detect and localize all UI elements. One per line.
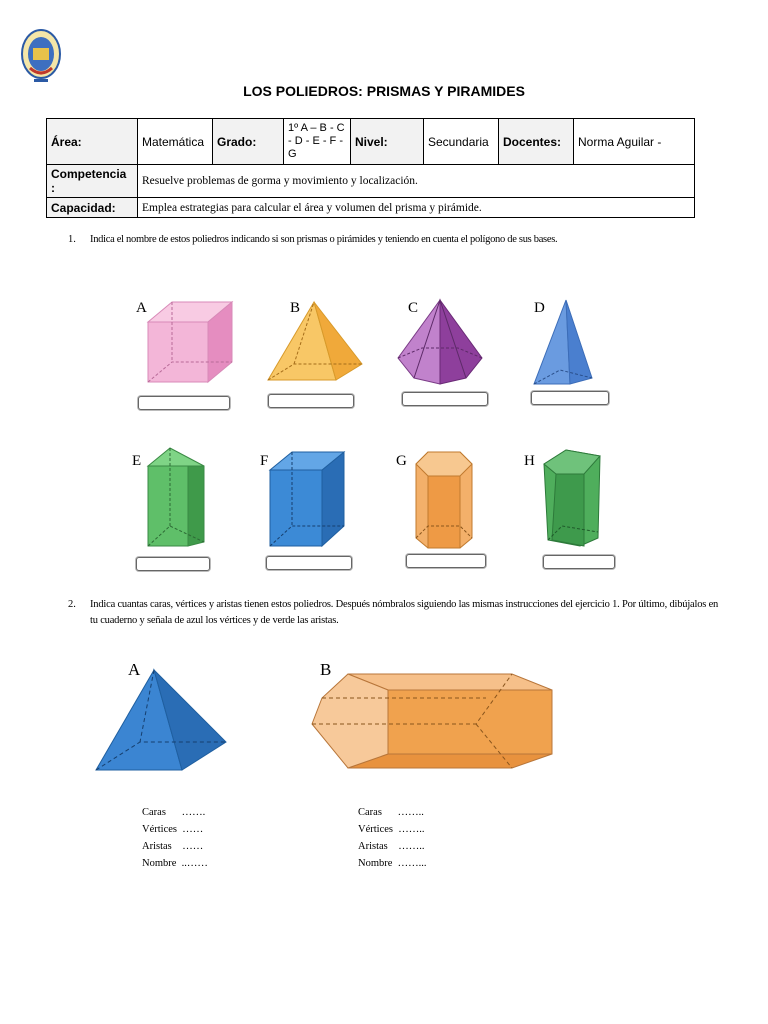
- area-value: Matemática: [138, 119, 213, 165]
- left-faces: Caras …….: [142, 807, 206, 818]
- q2-left-counts: [142, 804, 208, 872]
- q2-shape-a-pyramid: [92, 668, 230, 776]
- shape-label-c: C: [408, 300, 419, 316]
- level-label: Nivel:: [351, 119, 424, 165]
- question-2-text: Indica cuantas caras, vértices y aristas tienen estos poliedros. Después nómbralos siguiendo las mismas instrucciones del ejercicio 1. Por último, dibújalos en tu cuaderno y señala de azul los vértices y de verde las aristas.: [90, 599, 719, 626]
- shape-d-pyramid: [530, 298, 594, 386]
- grade-label: Grado:: [213, 119, 284, 165]
- answer-box-h[interactable]: [543, 555, 615, 569]
- answer-box-b[interactable]: [268, 394, 354, 408]
- page-title: LOS POLIEDROS: PRISMAS Y PIRAMIDES: [243, 83, 525, 99]
- question-1-text: Indica el nombre de estos poliedros indicando si son prismas o pirámides y teniendo en cuenta el polígono de sus bases.: [90, 234, 558, 245]
- shape-a-cube: [140, 296, 240, 388]
- answer-box-d[interactable]: [531, 391, 609, 405]
- capacity-value: Emplea estrategias para calcular el área y volumen del prisma y pirámide.: [138, 198, 695, 218]
- shape-c-pyramid: [396, 298, 484, 386]
- shape-g-prism: [412, 448, 476, 550]
- shape-label-e: E: [132, 453, 142, 469]
- right-name: Nombre ……...: [358, 858, 427, 869]
- shape-label-f: F: [260, 453, 269, 469]
- right-edges: Aristas ……..: [358, 841, 425, 852]
- answer-box-f[interactable]: [266, 556, 352, 570]
- level-value: Secundaria: [424, 119, 499, 165]
- question-1-number: 1.: [68, 234, 76, 245]
- school-logo: [20, 28, 62, 84]
- question-2-number: 2.: [68, 599, 76, 610]
- answer-box-c[interactable]: [402, 392, 488, 406]
- shape-e-prism: [144, 446, 208, 548]
- shape-label-d: D: [534, 300, 545, 316]
- right-faces: Caras ……..: [358, 807, 424, 818]
- teachers-label: Docentes:: [499, 119, 574, 165]
- shape-f-prism: [268, 450, 348, 548]
- shape-b-pyramid: [266, 300, 366, 386]
- right-vertices: Vértices ……..: [358, 824, 425, 835]
- left-edges: Aristas ……: [142, 841, 204, 852]
- answer-box-a[interactable]: [138, 396, 230, 410]
- q2-shape-label-b: B: [320, 660, 332, 679]
- q2-shape-b-prism: [308, 668, 556, 772]
- shape-label-a: A: [136, 300, 147, 316]
- shape-h-prism: [540, 448, 604, 548]
- teachers-value: Norma Aguilar -: [574, 119, 695, 165]
- q2-right-counts: [358, 804, 427, 872]
- shape-label-b: B: [290, 300, 301, 316]
- answer-box-e[interactable]: [136, 557, 210, 571]
- q2-shape-label-a: A: [128, 660, 141, 679]
- answer-box-g[interactable]: [406, 554, 486, 568]
- shape-label-h: H: [524, 453, 535, 469]
- grade-value: 1º A – B - C - D - E - F - G: [284, 119, 351, 165]
- competence-label: Competencia :: [47, 165, 138, 198]
- left-vertices: Vértices ……: [142, 824, 204, 835]
- left-name: Nombre ..……: [142, 858, 208, 869]
- competence-value: Resuelve problemas de gorma y movimiento y localización.: [138, 165, 695, 198]
- info-table: [46, 118, 695, 218]
- area-label: Área:: [47, 119, 138, 165]
- shape-label-g: G: [396, 453, 407, 469]
- capacity-label: Capacidad:: [47, 198, 138, 218]
